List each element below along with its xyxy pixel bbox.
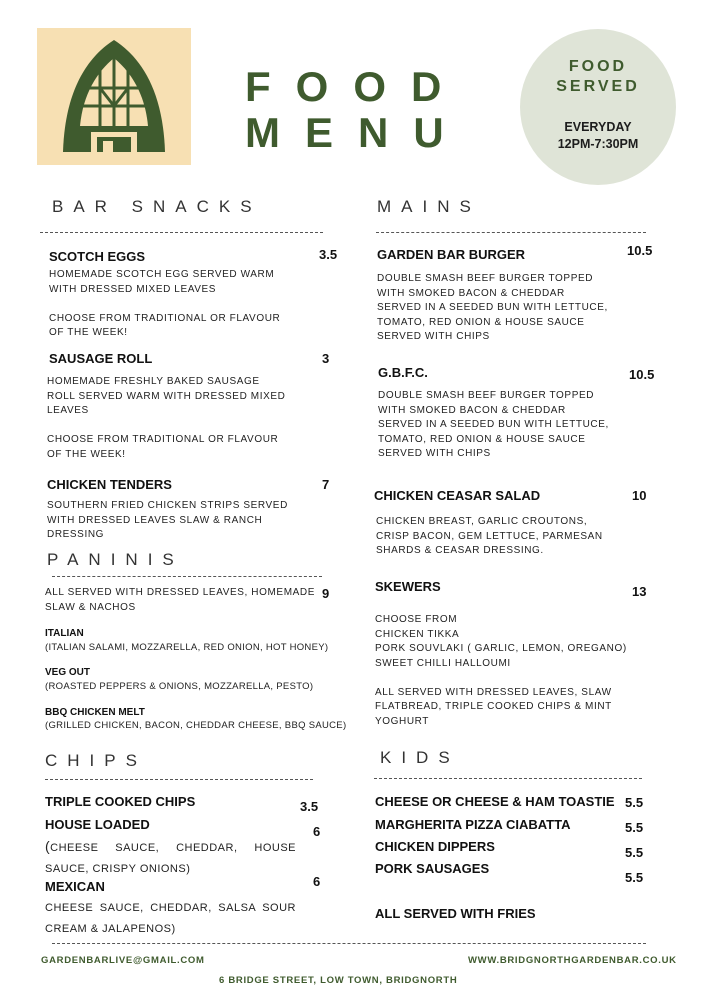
menu-item-description: SOUTHERN FRIED CHICKEN STRIPS SERVED WITH DRESSED LEAVES SLAW & RANCH DRESSING: [47, 500, 288, 540]
menu-item-price: 3: [322, 351, 330, 366]
chips-item-price: 6: [313, 874, 321, 889]
badge-food: FOOD: [568, 58, 628, 75]
chips-item-description: (CHEESE SAUCE, CHEDDAR, HOUSE SAUCE, CRISPY ONIONS): [45, 838, 296, 875]
menu-item-description: CHICKEN BREAST, GARLIC CROUTONS, CRISP BACON, GEM LETTUCE, PARMESAN SHARDS & CEASAR DRESSING.: [376, 516, 603, 556]
paninis-intro: ALL SERVED WITH DRESSED LEAVES, HOMEMADE SLAW & NACHOS: [45, 587, 315, 613]
chips-item-name: TRIPLE COOKED CHIPS: [45, 794, 196, 809]
menu-item-name: CHICKEN CEASAR SALAD: [374, 488, 541, 503]
panini-description: (ROASTED PEPPERS & ONIONS, MOZZARELLA, PESTO): [45, 681, 314, 692]
section-heading-mains: MAINS: [377, 197, 481, 216]
menu-item-name: SKEWERS: [375, 579, 441, 594]
title-line-menu: MENU: [245, 109, 469, 156]
footer-website[interactable]: WWW.BRIDGNORTHGARDENBAR.CO.UK: [468, 955, 677, 966]
kids-item-name: PORK SAUSAGES: [375, 861, 490, 876]
badge-served: SERVED: [556, 78, 640, 95]
menu-item-name: GARDEN BAR BURGER: [377, 247, 526, 262]
kids-item-price: 5.5: [625, 845, 644, 860]
house-arch-logo-icon: [37, 28, 191, 165]
badge-hours: 12PM-7:30PM: [557, 137, 639, 151]
panini-name: BBQ CHICKEN MELT: [45, 707, 145, 718]
divider: [374, 778, 642, 779]
kids-item-name: MARGHERITA PIZZA CIABATTA: [375, 817, 571, 832]
menu-item-price: 10: [632, 488, 647, 503]
section-heading-kids: KIDS: [380, 748, 460, 767]
section-heading-chips: CHIPS: [45, 751, 147, 770]
kids-item-price: 5.5: [625, 795, 644, 810]
panini-description: (GRILLED CHICKEN, BACON, CHEDDAR CHEESE, BBQ SAUCE): [45, 720, 347, 731]
menu-item-description: DOUBLE SMASH BEEF BURGER TOPPED WITH SMOKED BACON & CHEDDAR SERVED IN A SEEDED BUN WITH LETTUCE, TOMATO, RED ONION & HOUSE SAUCE SERVED WITH CHIPS: [378, 390, 609, 459]
chips-item-name: HOUSE LOADED: [45, 817, 150, 832]
panini-name: ITALIAN: [45, 628, 84, 639]
kids-item-name: CHICKEN DIPPERS: [375, 839, 495, 854]
chips-item-price: 6: [313, 824, 321, 839]
footer-divider: [52, 943, 646, 944]
menu-item-name: SAUSAGE ROLL: [49, 351, 153, 366]
chips-item-price: 3.5: [300, 799, 319, 814]
menu-item-price: 7: [322, 477, 330, 492]
section-heading-bar-snacks: BAR SNACKS: [52, 197, 262, 216]
footer-address: 6 BRIDGE STREET, LOW TOWN, BRIDGNORTH: [219, 975, 458, 986]
menu-item-description: DOUBLE SMASH BEEF BURGER TOPPED WITH SMOKED BACON & CHEDDAR SERVED IN A SEEDED BUN WITH LETTUCE, TOMATO, RED ONION & HOUSE SAUCE SERVED WITH CHIPS: [377, 273, 608, 342]
menu-item-price: 13: [632, 584, 647, 599]
chips-item-name: MEXICAN: [45, 879, 105, 894]
kids-item-price: 5.5: [625, 870, 644, 885]
logo: [37, 28, 191, 165]
panini-name: VEG OUT: [45, 667, 91, 678]
menu-item-description: HOMEMADE FRESHLY BAKED SAUSAGE ROLL SERVED WARM WITH DRESSED MIXED LEAVES CHOOSE FROM TRADITIONAL OR FLAVOUR OF THE WEEK!: [47, 376, 286, 460]
menu-item-name: CHICKEN TENDERS: [47, 477, 172, 492]
divider: [52, 576, 322, 577]
divider: [45, 779, 313, 780]
food-served-badge: [520, 29, 676, 185]
menu-item-name: G.B.F.C.: [378, 365, 428, 380]
menu-item-description: CHOOSE FROM CHICKEN TIKKA PORK SOUVLAKI ( GARLIC, LEMON, OREGANO) SWEET CHILLI HALLOUMI ALL SERVED WITH DRESSED LEAVES, SLAW FLATBREAD, TRIPLE COOKED CHIPS & MINT YOGHURT: [375, 614, 627, 727]
panini-description: (ITALIAN SALAMI, MOZZARELLA, RED ONION, HOT HONEY): [45, 642, 329, 653]
menu-item-price: 10.5: [629, 367, 655, 382]
badge-everyday: EVERYDAY: [564, 120, 632, 134]
kids-note: ALL SERVED WITH FRIES: [375, 906, 536, 921]
footer-email[interactable]: GARDENBARLIVE@GMAIL.COM: [41, 955, 205, 966]
kids-item-name: CHEESE OR CHEESE & HAM TOASTIE: [375, 794, 615, 809]
title-line-food: FOOD: [245, 63, 467, 110]
menu-item-description: HOMEMADE SCOTCH EGG SERVED WARM WITH DRESSED MIXED LEAVES CHOOSE FROM TRADITIONAL OR FLAVOUR OF THE WEEK!: [49, 269, 281, 338]
chips-item-description: CHEESE SAUCE, CHEDDAR, SALSA SOUR CREAM & JALAPENOS): [45, 902, 296, 935]
kids-item-price: 5.5: [625, 820, 644, 835]
section-heading-paninis: PANINIS: [47, 550, 184, 569]
divider: [40, 232, 323, 233]
paninis-price: 9: [322, 586, 330, 601]
divider: [376, 232, 646, 233]
menu-item-name: SCOTCH EGGS: [49, 249, 146, 264]
menu-item-price: 3.5: [319, 247, 338, 262]
menu-item-price: 10.5: [627, 243, 653, 258]
